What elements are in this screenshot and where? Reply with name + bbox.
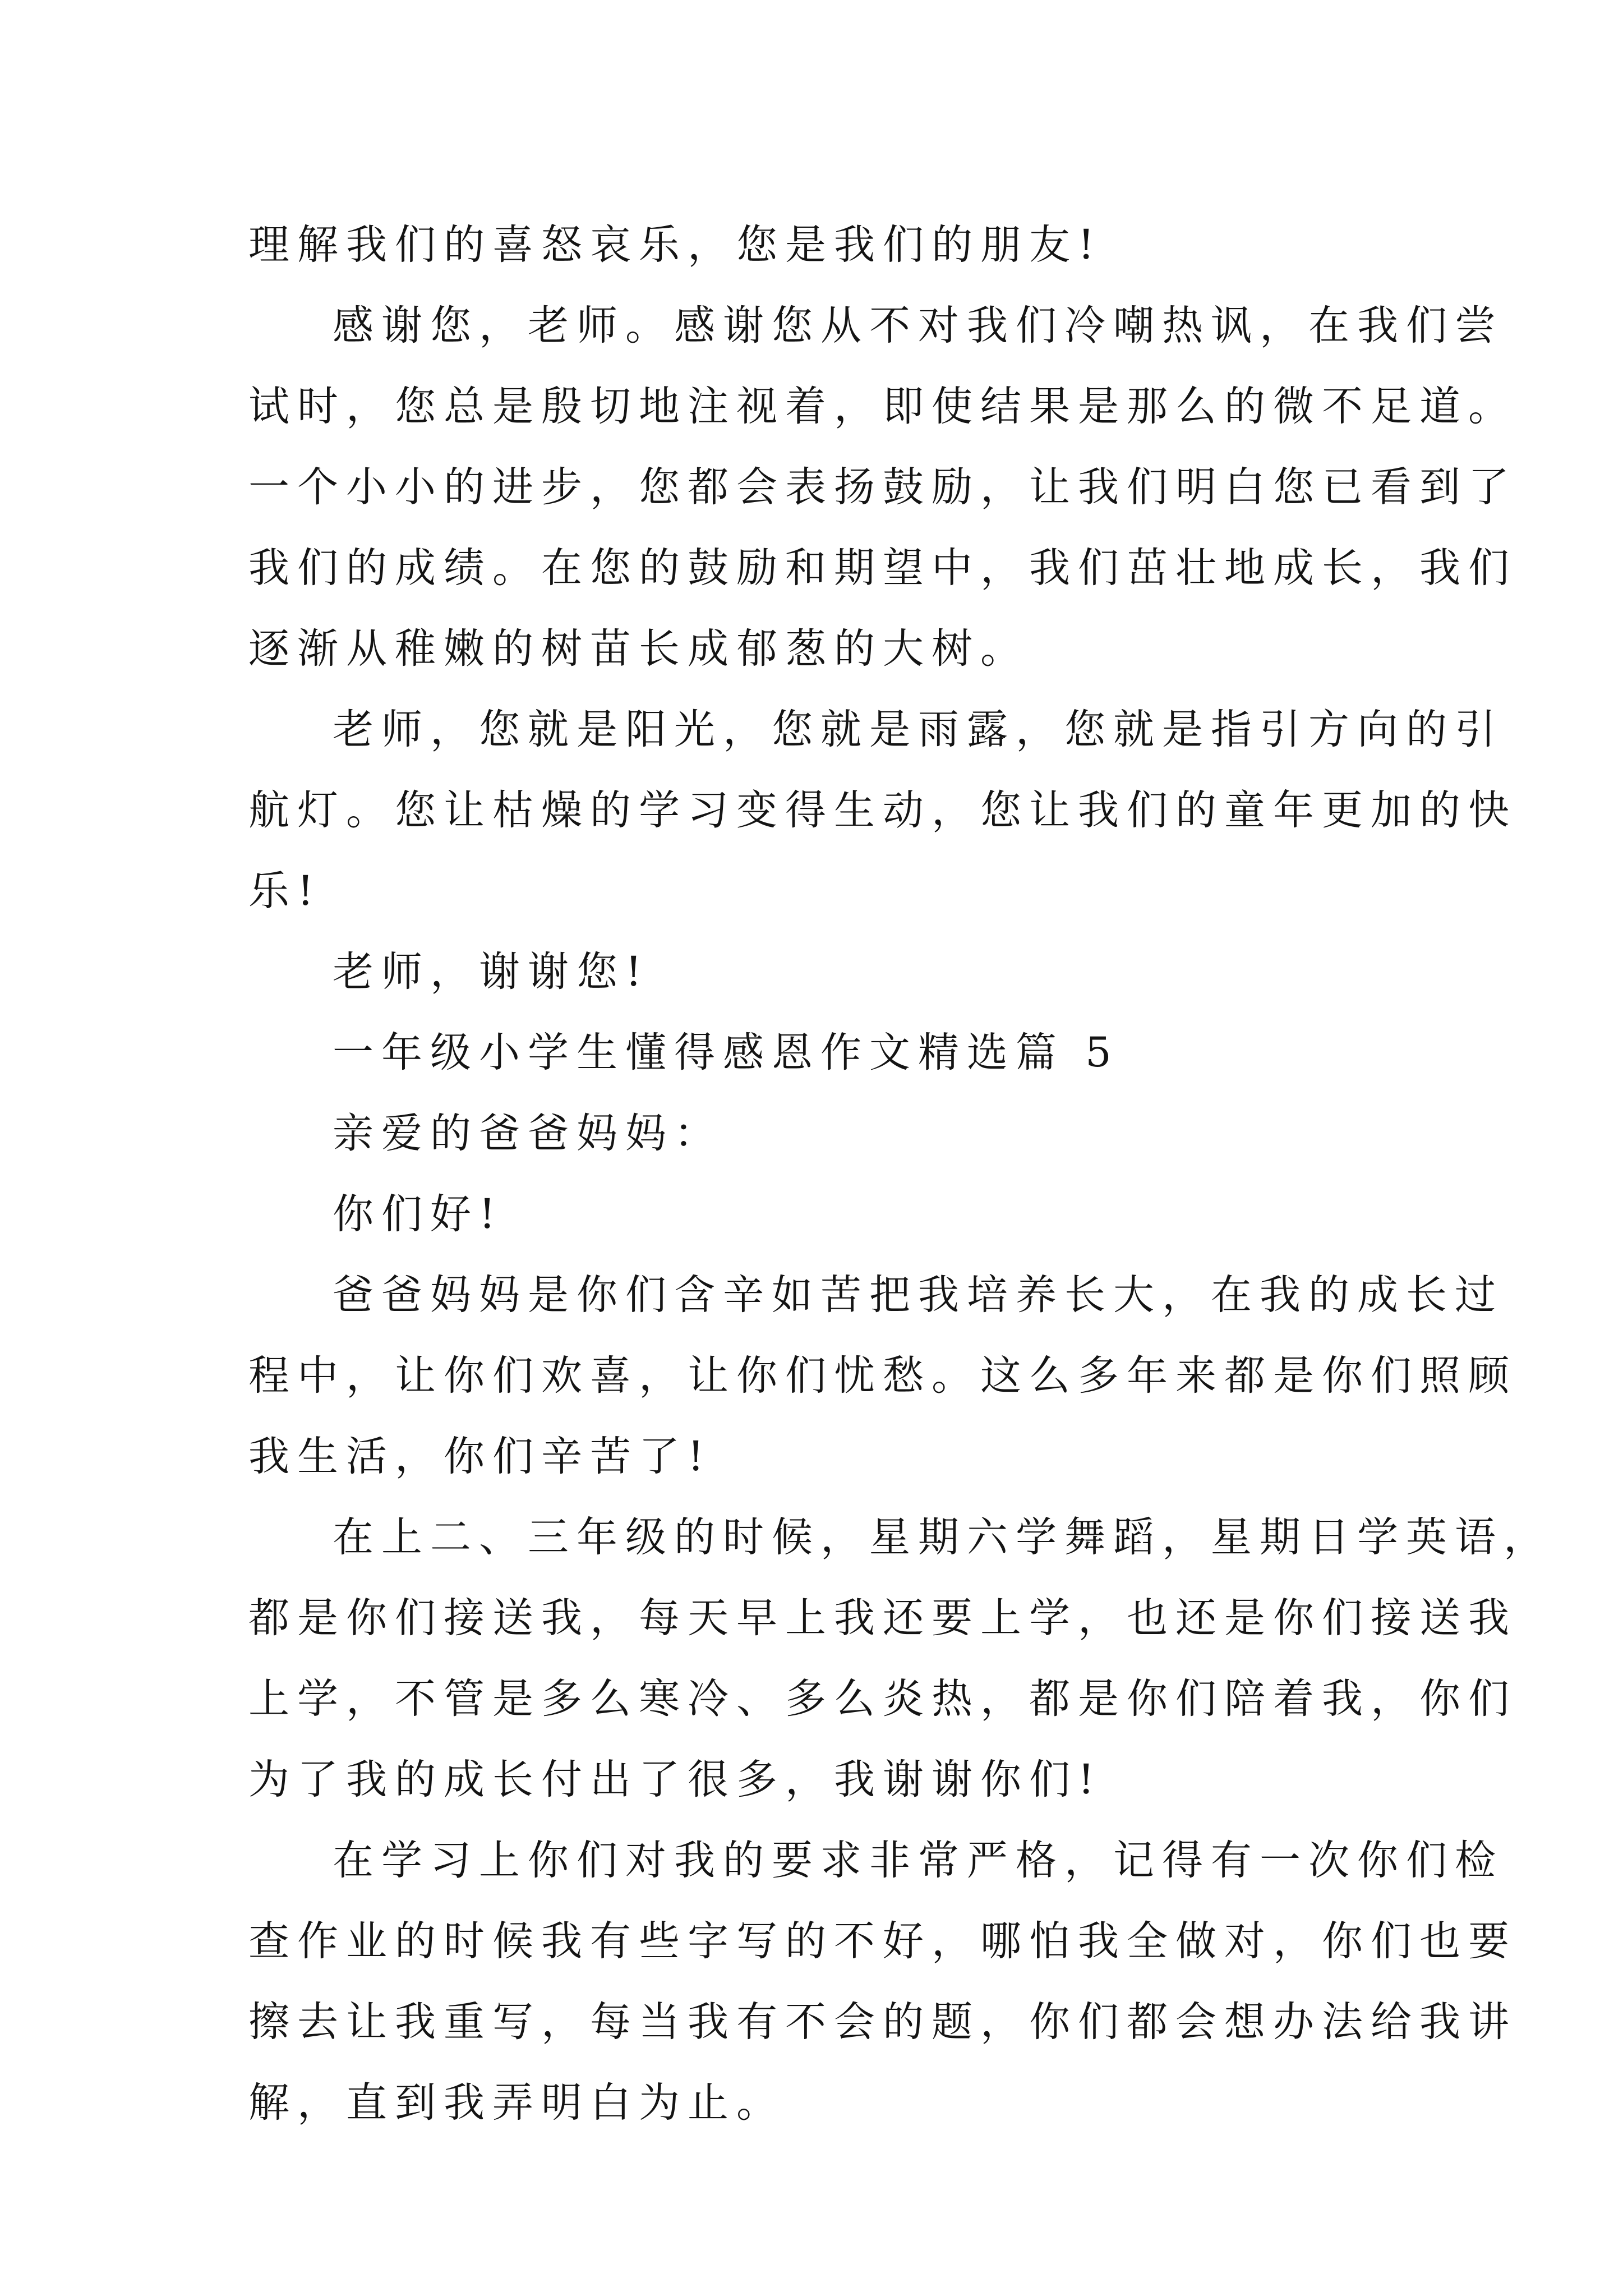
text-line: 乐! — [248, 867, 322, 915]
document-body — [248, 205, 1552, 2143]
section-heading: 一年级小学生懂得感恩作文精选篇 5 — [333, 1029, 1119, 1076]
letter-salutation: 亲爱的爸爸妈妈： — [333, 1110, 723, 1157]
text-line: 试时，您总是殷切地注视着，即使结果是那么的微不足道。 — [248, 383, 1517, 430]
text-line: 查作业的时候我有些字写的不好，哪怕我全做对，你们也要 — [248, 1917, 1517, 1965]
text-line: 解，直到我弄明白为止。 — [248, 2079, 785, 2127]
text-line: 在学习上你们对我的要求非常严格，记得有一次你们检 — [333, 1837, 1504, 1884]
letter-greeting: 你们好! — [333, 1190, 504, 1238]
text-line: 一个小小的进步，您都会表扬鼓励，让我们明白您已看到了 — [248, 463, 1517, 511]
text-line: 我生活，你们辛苦了! — [248, 1433, 712, 1480]
text-line: 老师，谢谢您! — [333, 948, 650, 996]
text-line: 擦去让我重写，每当我有不会的题，你们都会想办法给我讲 — [248, 1998, 1517, 2046]
text-line: 我们的成绩。在您的鼓励和期望中，我们茁壮地成长，我们 — [248, 544, 1517, 592]
text-line: 爸爸妈妈是你们含辛如苦把我培养长大，在我的成长过 — [333, 1271, 1504, 1319]
text-line: 逐渐从稚嫩的树苗长成郁葱的大树。 — [248, 625, 1029, 673]
text-line: 程中，让你们欢喜，让你们忧愁。这么多年来都是你们照顾 — [248, 1352, 1517, 1400]
text-line: 在上二、三年级的时候，星期六学舞蹈，星期日学英语， — [333, 1513, 1552, 1561]
text-line: 为了我的成长付出了很多，我谢谢你们! — [248, 1756, 1103, 1803]
text-line: 理解我们的喜怒哀乐，您是我们的朋友! — [248, 221, 1103, 269]
text-line: 上学，不管是多么寒冷、多么炎热，都是你们陪着我，你们 — [248, 1675, 1517, 1723]
text-line: 感谢您，老师。感谢您从不对我们冷嘲热讽，在我们尝 — [333, 302, 1504, 349]
text-line: 航灯。您让枯燥的学习变得生动，您让我们的童年更加的快 — [248, 786, 1517, 834]
text-line: 老师，您就是阳光，您就是雨露，您就是指引方向的引 — [333, 706, 1504, 753]
text-line: 都是你们接送我，每天早上我还要上学，也还是你们接送我 — [248, 1594, 1517, 1642]
